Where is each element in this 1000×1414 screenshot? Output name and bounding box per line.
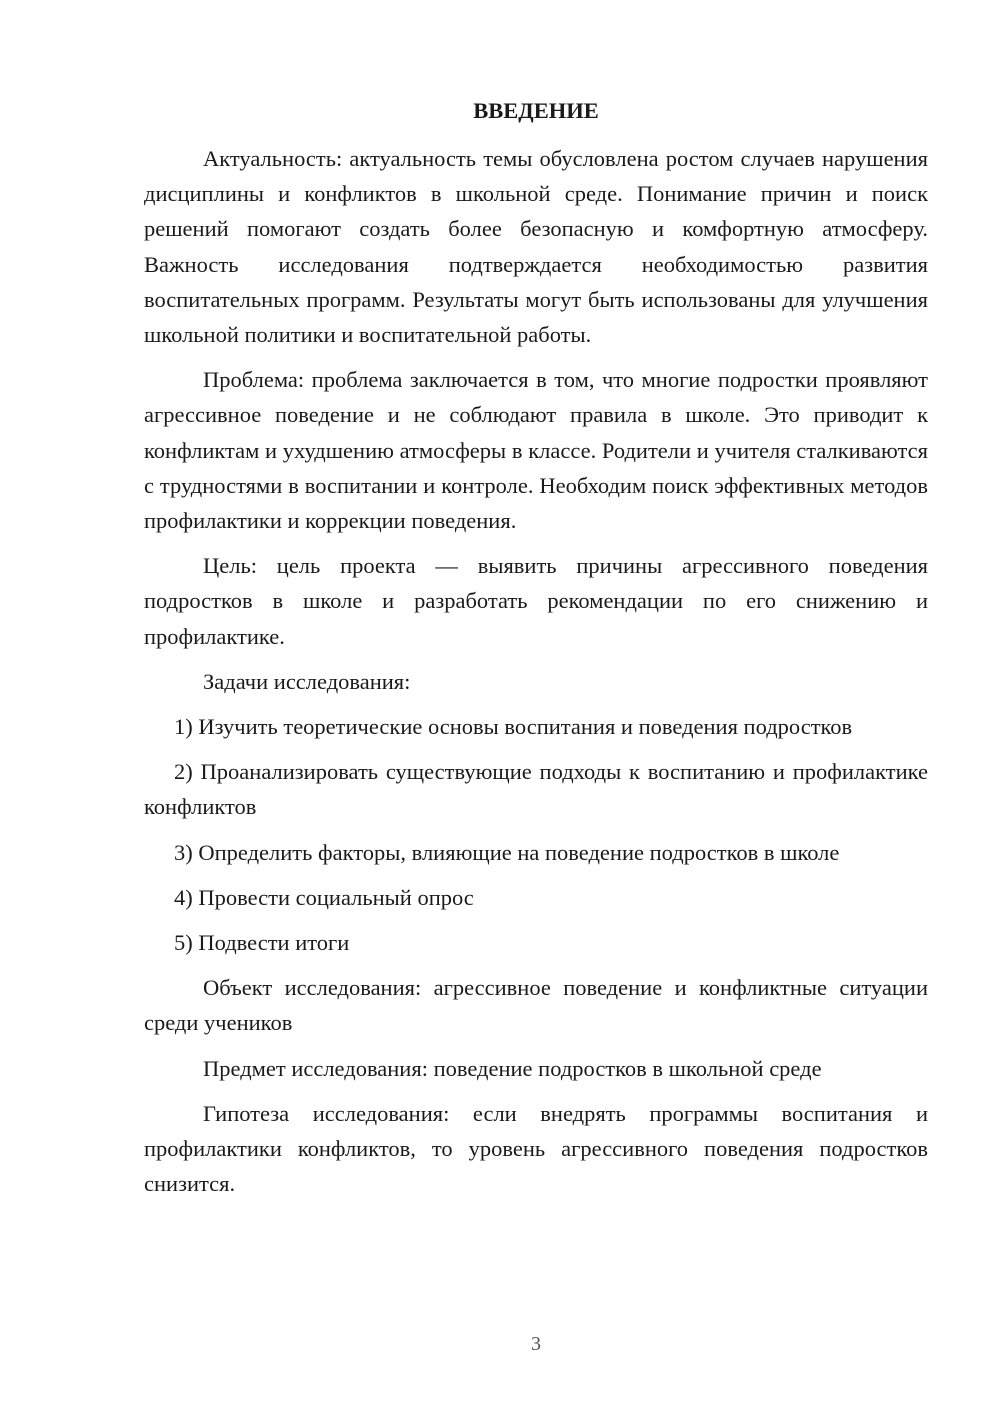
task-item-1: 1) Изучить теоретические основы воспитания и поведения подростков (174, 714, 853, 740)
task-item-5: 5) Подвести итоги (174, 930, 350, 956)
document-body (144, 92, 928, 1211)
paragraph-relevance: Актуальность: актуальность темы обусловлена ростом случаев нарушения дисциплины и конфликтов в школьной среде. Понимание причин и поиск решений помогают создать более безопасную и комфортную атмосферу. Важность исследования подтверждается необходимостью развития воспитательных программ. Результаты могут быть использованы для улучшения школьной политики и воспитательной работы. (144, 146, 928, 348)
paragraph-hypothesis: Гипотеза исследования: если внедрять программы воспитания и профилактики конфликтов, то уровень агрессивного поведения подростков снизится. (144, 1100, 928, 1197)
paragraph-object: Объект исследования: агрессивное поведение и конфликтные ситуации среди учеников (144, 975, 928, 1036)
task-item-3: 3) Определить факторы, влияющие на поведение подростков в школе (174, 839, 840, 865)
page-title: ВВЕДЕНИЕ (473, 98, 599, 123)
tasks-list (144, 709, 928, 960)
tasks-heading: Задачи исследования: (203, 668, 411, 694)
task-item-2: 2) Проанализировать существующие подходы к воспитанию и профилактике конфликтов (144, 759, 928, 820)
paragraph-problem: Проблема: проблема заключается в том, что многие подростки проявляют агрессивное поведение и не соблюдают правила в школе. Это приводит к конфликтам и ухудшению атмосферы в классе. Родители и учителя сталкиваются с трудностями в воспитании и контроле. Необходим поиск эффективных методов профилактики и коррекции поведения. (144, 367, 928, 534)
paragraph-goal: Цель: цель проекта — выявить причины агрессивного поведения подростков в школе и разработать рекомендации по его снижению и профилактике. (144, 553, 928, 649)
task-item-4: 4) Провести социальный опрос (174, 884, 474, 910)
page-number: 3 (531, 1333, 541, 1355)
paragraph-subject: Предмет исследования: поведение подростков в школьной среде (203, 1055, 822, 1081)
